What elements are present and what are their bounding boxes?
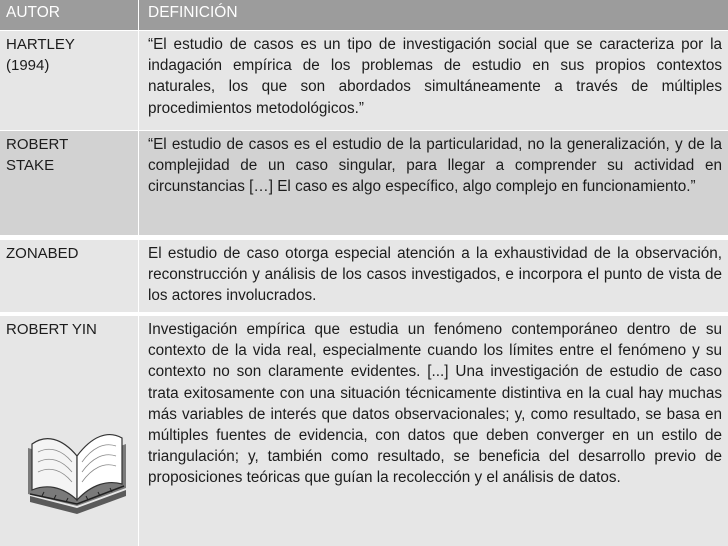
table-row-zonabed: [0, 240, 728, 314]
author-last-name: STAKE: [6, 157, 55, 174]
table-row-hartley: [0, 31, 728, 131]
definition-cell: “El estudio de casos es un tipo de investigación social que se caracteriza por la indagación empírica de los problemas de estudio en sus propios contextos naturales, los que son abordados simultáneamente a través de múltiples procedimientos metodológicos.”: [148, 36, 722, 117]
table-row-yin: [0, 316, 728, 546]
author-cell: [0, 31, 139, 130]
table-row-stake: [0, 131, 728, 238]
author-name: HARTLEY: [6, 36, 75, 53]
author-name: ROBERT YIN: [6, 321, 97, 338]
author-cell: [0, 131, 139, 235]
definition-cell: “El estudio de casos es el estudio de la particularidad, no la generalización, y de la complejidad de un caso singular, para llegar a comprender su actividad en circunstancias […] El caso es algo específico, algo complejo en funcionamiento.”: [148, 136, 722, 196]
definition-cell: Investigación empírica que estudia un fenómeno contemporáneo dentro de su contexto de la vida real, especialmente cuando los límites entre el fenómeno y su contexto no son claramente evidentes. [...] Una investigación de estudio de caso trata exitosamente con una situación técnicamente distintiva en la cual hay muchas más variables de interés que datos observacionales; y, como resultado, se basa en múltiples fuentes de evidencia, con datos que deben converger en un estilo de triangulación; y, también como resultado, se beneficia del desarrollo previo de proposiciones teóricas que guían la recolección y el análisis de datos.: [148, 321, 722, 487]
author-cell: [0, 240, 139, 312]
definition-cell: El estudio de caso otorga especial atención a la exhaustividad de la observación, reconstrucción y análisis de los casos investigados, e incorpora el punto de vista de los actores involucrados.: [148, 245, 722, 305]
open-book-icon: [22, 404, 132, 514]
author-first-name: ROBERT: [6, 136, 69, 153]
author-year: (1994): [6, 57, 50, 74]
header-author: AUTOR: [0, 0, 139, 30]
header-definition: DEFINICIÓN: [148, 4, 238, 21]
author-name: ZONABED: [6, 245, 79, 262]
author-cell: [0, 316, 139, 546]
table-header-row: [0, 0, 728, 31]
